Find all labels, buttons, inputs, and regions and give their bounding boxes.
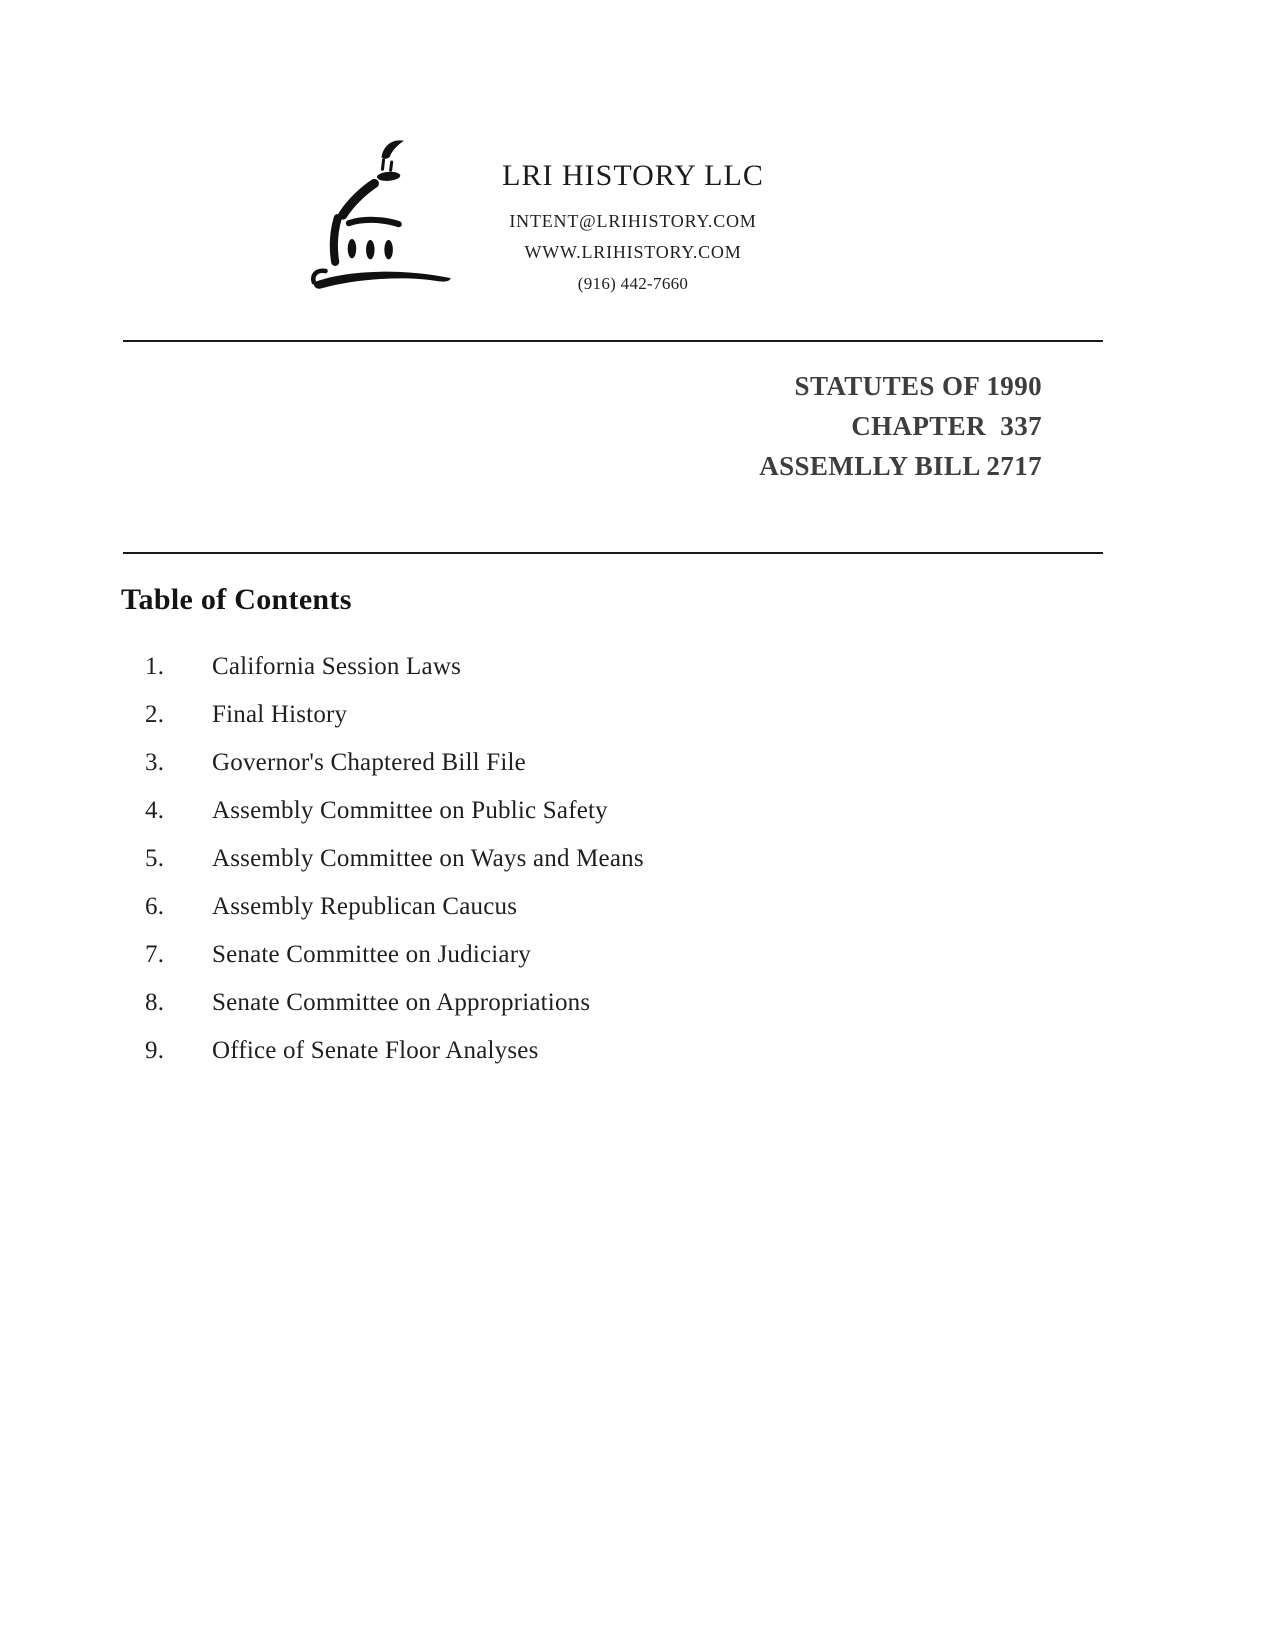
- toc-item-number: 4.: [145, 797, 165, 824]
- toc-item: [145, 798, 644, 824]
- toc-item-label: Assembly Committee on Ways and Means: [212, 845, 644, 872]
- toc-item-label: California Session Laws: [212, 653, 462, 680]
- toc-item-label: Final History: [212, 701, 348, 728]
- company-header: [437, 158, 829, 299]
- toc-heading: Table of Contents: [121, 583, 352, 616]
- toc-item-label: Senate Committee on Judiciary: [212, 941, 531, 968]
- toc-item-label: Governor's Chaptered Bill File: [212, 749, 526, 776]
- toc-item-label: Assembly Committee on Public Safety: [212, 797, 608, 824]
- toc-item: [145, 702, 644, 728]
- company-website: WWW.LRIHISTORY.COM: [524, 242, 742, 262]
- statutes-line-3: ASSEMLLY BILL 2717: [759, 451, 1042, 481]
- horizontal-rule-bottom: [123, 552, 1103, 554]
- toc-item-number: 2.: [145, 701, 165, 728]
- toc-item-number: 8.: [145, 989, 165, 1016]
- toc-item-label: Office of Senate Floor Analyses: [212, 1037, 539, 1064]
- horizontal-rule-top: [123, 340, 1103, 342]
- toc-item-label: Senate Committee on Appropriations: [212, 989, 591, 1016]
- toc-item-number: 1.: [145, 653, 165, 680]
- company-phone: (916) 442-7660: [577, 274, 689, 293]
- company-name: LRI HISTORY LLC: [502, 159, 764, 192]
- toc-item: [145, 942, 644, 968]
- toc-item: [145, 654, 644, 680]
- toc-item-number: 3.: [145, 749, 165, 776]
- toc-item: [145, 750, 644, 776]
- toc-list: [145, 654, 644, 1086]
- statutes-block: [759, 366, 1042, 486]
- toc-item: [145, 990, 644, 1016]
- company-email: INTENT@LRIHISTORY.COM: [509, 211, 757, 231]
- statutes-line-1: STATUTES OF 1990: [794, 371, 1042, 401]
- toc-item: [145, 1038, 644, 1064]
- toc-item: [145, 894, 644, 920]
- toc-item-label: Assembly Republican Caucus: [212, 893, 518, 920]
- toc-item-number: 5.: [145, 845, 165, 872]
- toc-item-number: 9.: [145, 1037, 165, 1064]
- statutes-line-2: CHAPTER 337: [851, 411, 1042, 441]
- toc-item-number: 7.: [145, 941, 165, 968]
- toc-item-number: 6.: [145, 893, 165, 920]
- toc-item: [145, 846, 644, 872]
